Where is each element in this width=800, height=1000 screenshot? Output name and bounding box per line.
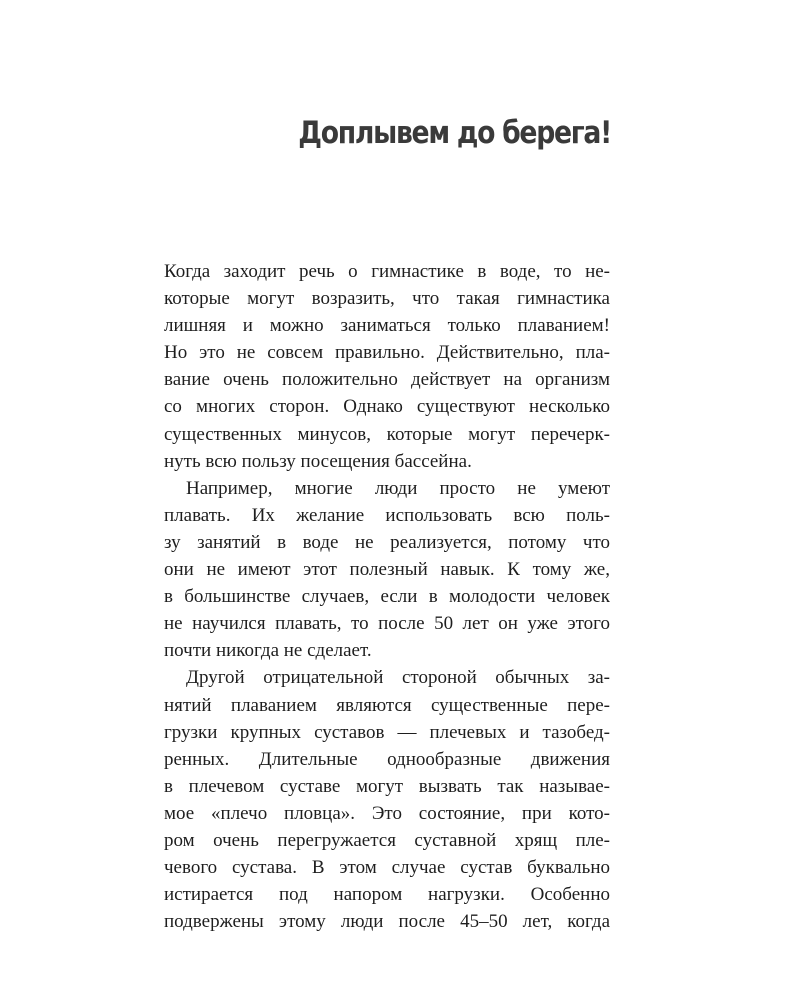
paragraph: [164, 475, 610, 665]
text-line: почти никогда не сделает.: [164, 640, 372, 662]
body-text: [164, 258, 610, 935]
text-line: ренных. Длительные однообразные движения: [164, 748, 610, 770]
text-line: в большинстве случаев, если в молодости человек: [164, 586, 610, 608]
text-line: грузки крупных суставов — плечевых и тазобед-: [164, 721, 610, 743]
paragraph: [164, 664, 610, 935]
chapter-title: Доплывем до берега!: [298, 115, 611, 151]
text-line: лишняя и можно заниматься только плаванием!: [164, 315, 610, 337]
text-line: они не имеют этот полезный навык. К тому же,: [164, 559, 610, 581]
text-line: плавать. Их желание использовать всю поль-: [164, 504, 610, 526]
text-line: вание очень положительно действует на организм: [164, 369, 610, 391]
text-line: истирается под напором нагрузки. Особенно: [164, 884, 610, 906]
paragraph: [164, 258, 610, 475]
text-line: существенных минусов, которые могут перечерк-: [164, 423, 610, 445]
text-line: Но это не совсем правильно. Действительно, пла-: [164, 342, 610, 364]
text-line: мое «плечо пловца». Это состояние, при кото-: [164, 802, 610, 824]
text-line: которые могут возразить, что такая гимнастика: [164, 288, 610, 310]
text-line: Например, многие люди просто не умеют: [186, 477, 610, 499]
text-line: Другой отрицательной стороной обычных за-: [186, 667, 610, 689]
text-line: чевого сустава. В этом случае сустав буквально: [164, 857, 610, 879]
text-line: нуть всю пользу посещения бассейна.: [164, 450, 472, 472]
text-line: подвержены этому люди после 45–50 лет, когда: [164, 911, 610, 933]
text-line: со многих сторон. Однако существуют несколько: [164, 396, 610, 418]
text-line: Когда заходит речь о гимнастике в воде, то не-: [164, 261, 610, 282]
text-line: не научился плавать, то после 50 лет он уже этого: [164, 613, 610, 635]
text-line: зу занятий в воде не реализуется, потому что: [164, 531, 610, 553]
text-line: нятий плаванием являются существенные пере-: [164, 694, 610, 716]
text-line: в плечевом суставе могут вызвать так называе-: [164, 775, 610, 797]
text-line: ром очень перегружается суставной хрящ пле-: [164, 829, 610, 851]
